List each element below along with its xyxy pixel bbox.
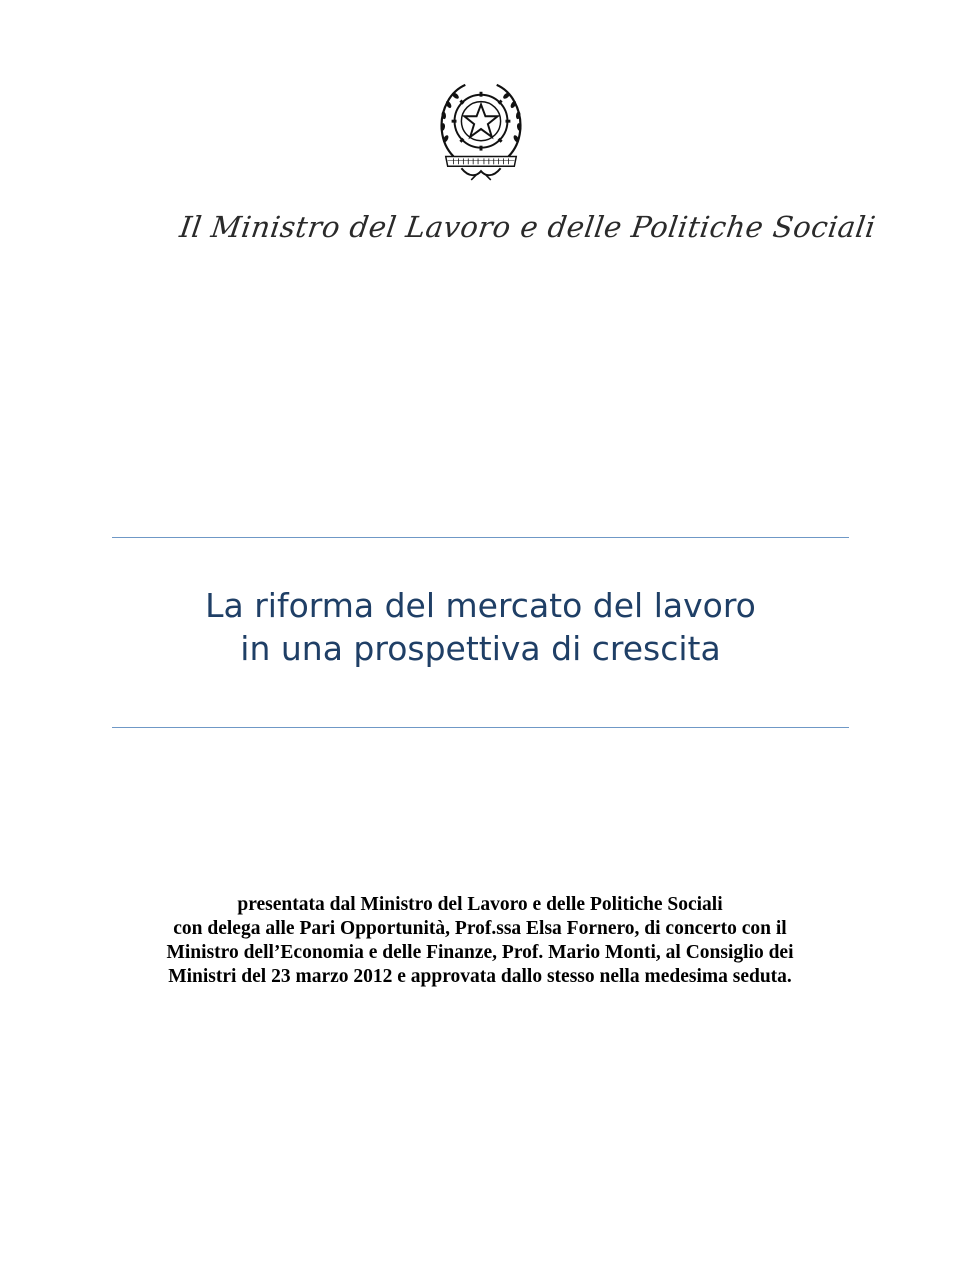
presentation-line: Ministro dell’Economia e delle Finanze, Prof. Mario Monti, al Consiglio dei xyxy=(166,942,794,963)
title-line-1: La riforma del mercato del lavoro xyxy=(205,586,756,625)
title-line-2: in una prospettiva di crescita xyxy=(240,629,721,668)
italian-republic-emblem xyxy=(432,78,530,182)
document-title xyxy=(112,584,849,670)
ministry-heading: Il Ministro del Lavoro e delle Politiche Sociali xyxy=(177,210,878,244)
presentation-line: con delega alle Pari Opportunità, Prof.ssa Elsa Fornero, di concerto con il xyxy=(173,918,787,939)
presentation-note xyxy=(100,893,860,989)
bottom-divider xyxy=(112,727,849,728)
presentation-line: presentata dal Ministro del Lavoro e delle Politiche Sociali xyxy=(237,894,723,915)
top-divider xyxy=(112,537,849,538)
presentation-line: Ministri del 23 marzo 2012 e approvata dallo stesso nella medesima seduta. xyxy=(168,966,792,987)
